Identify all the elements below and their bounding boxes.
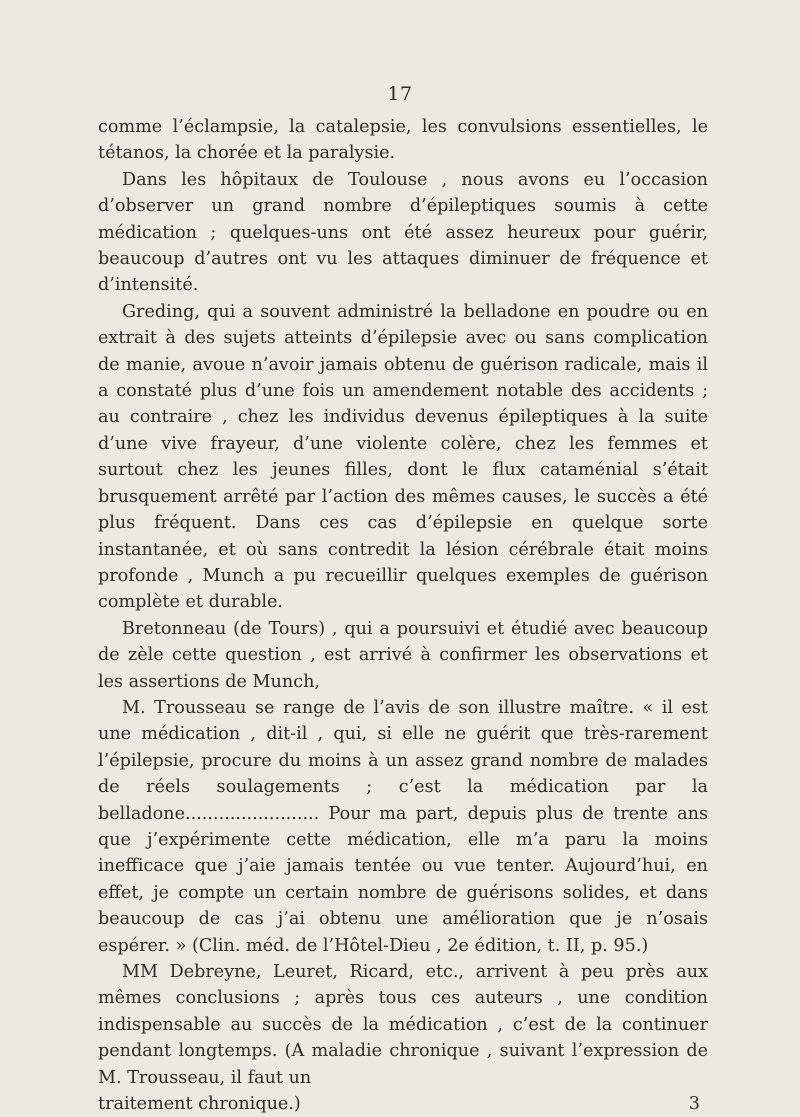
last-line-text: traitement chronique.) bbox=[98, 1094, 301, 1115]
citation-title: Clin. méd. de l’Hôtel-Dieu , bbox=[198, 935, 442, 956]
citation-details: 2e édition, t. II, p. 95.) bbox=[441, 935, 649, 956]
page-number: 17 bbox=[387, 83, 413, 105]
paragraph-4: Bretonneau (de Tours) , qui a poursuivi et étudié avec beaucoup de zèle cette question , est arrivé à confirmer les observations et les assertions de Munch, bbox=[98, 618, 708, 692]
paragraph-1: comme l’éclampsie, la catalepsie, les convulsions essentielles, le tétanos, la chorée et la paralysie. bbox=[98, 117, 708, 164]
paragraph-6: MM Debreyne, Leuret, Ricard, etc., arrivent à peu près aux mêmes conclusions ; après tous ces auteurs , une condition indispensable au succès de la médication , c’est de la continuer pendant longtemps. (A maladie chronique , suivant l’expression de M. Trousseau, il faut un bbox=[98, 962, 708, 1088]
paragraph-5 bbox=[98, 695, 708, 959]
paragraph-5-text: M. Trousseau se range de l’avis de son illustre maître. « il est une médication , dit-il , qui, si elle ne guérit que très-rarement l’épilepsie, procure du moins à un assez grand nombre de malades de réels soulagements ; c’est la médication par la belladone........................ Pour ma part, depuis plus de trente ans que j’expérimente cette médication, elle m’a paru la moins inefficace que j’aie jamais tentée ou vue tenter. Aujourd’hui, en effet, je compte un certain nombre de guérisons solides, et dans beaucoup de cas j’ai obtenu une amélioration que je n’osais espérer. » ( bbox=[98, 697, 708, 956]
paragraph-2: Dans les hôpitaux de Toulouse , nous avons eu l’occasion d’observer un grand nombre d’épileptiques soumis à cette médication ; quelques-uns ont été assez heureux pour guérir, beaucoup d’autres ont vu les attaques diminuer de fréquence et d’intensité. bbox=[98, 169, 708, 296]
signature-mark: 3 bbox=[688, 1094, 700, 1115]
page-body bbox=[98, 114, 708, 1117]
last-line-with-signature bbox=[98, 1091, 708, 1117]
paragraph-3: Greding, qui a souvent administré la belladone en poudre ou en extrait à des sujets atteints d’épilepsie avec ou sans complication de manie, avoue n’avoir jamais obtenu de guérison radicale, mais il a constaté plus d’une fois un amendement notable des accidents ; au contraire , chez les individus devenus épileptiques à la suite d’une vive frayeur, d’une violente colère, chez les femmes et surtout chez les jeunes filles, dont le flux cataménial s’était brusquement arrêté par l’action des mêmes causes, le succès a été plus fréquent. Dans ces cas d’épilepsie en quelque sorte instantanée, et où sans contredit la lésion cérébrale était moins profonde , Munch a pu recueillir quelques exemples de guérison complète et durable. bbox=[98, 301, 708, 613]
